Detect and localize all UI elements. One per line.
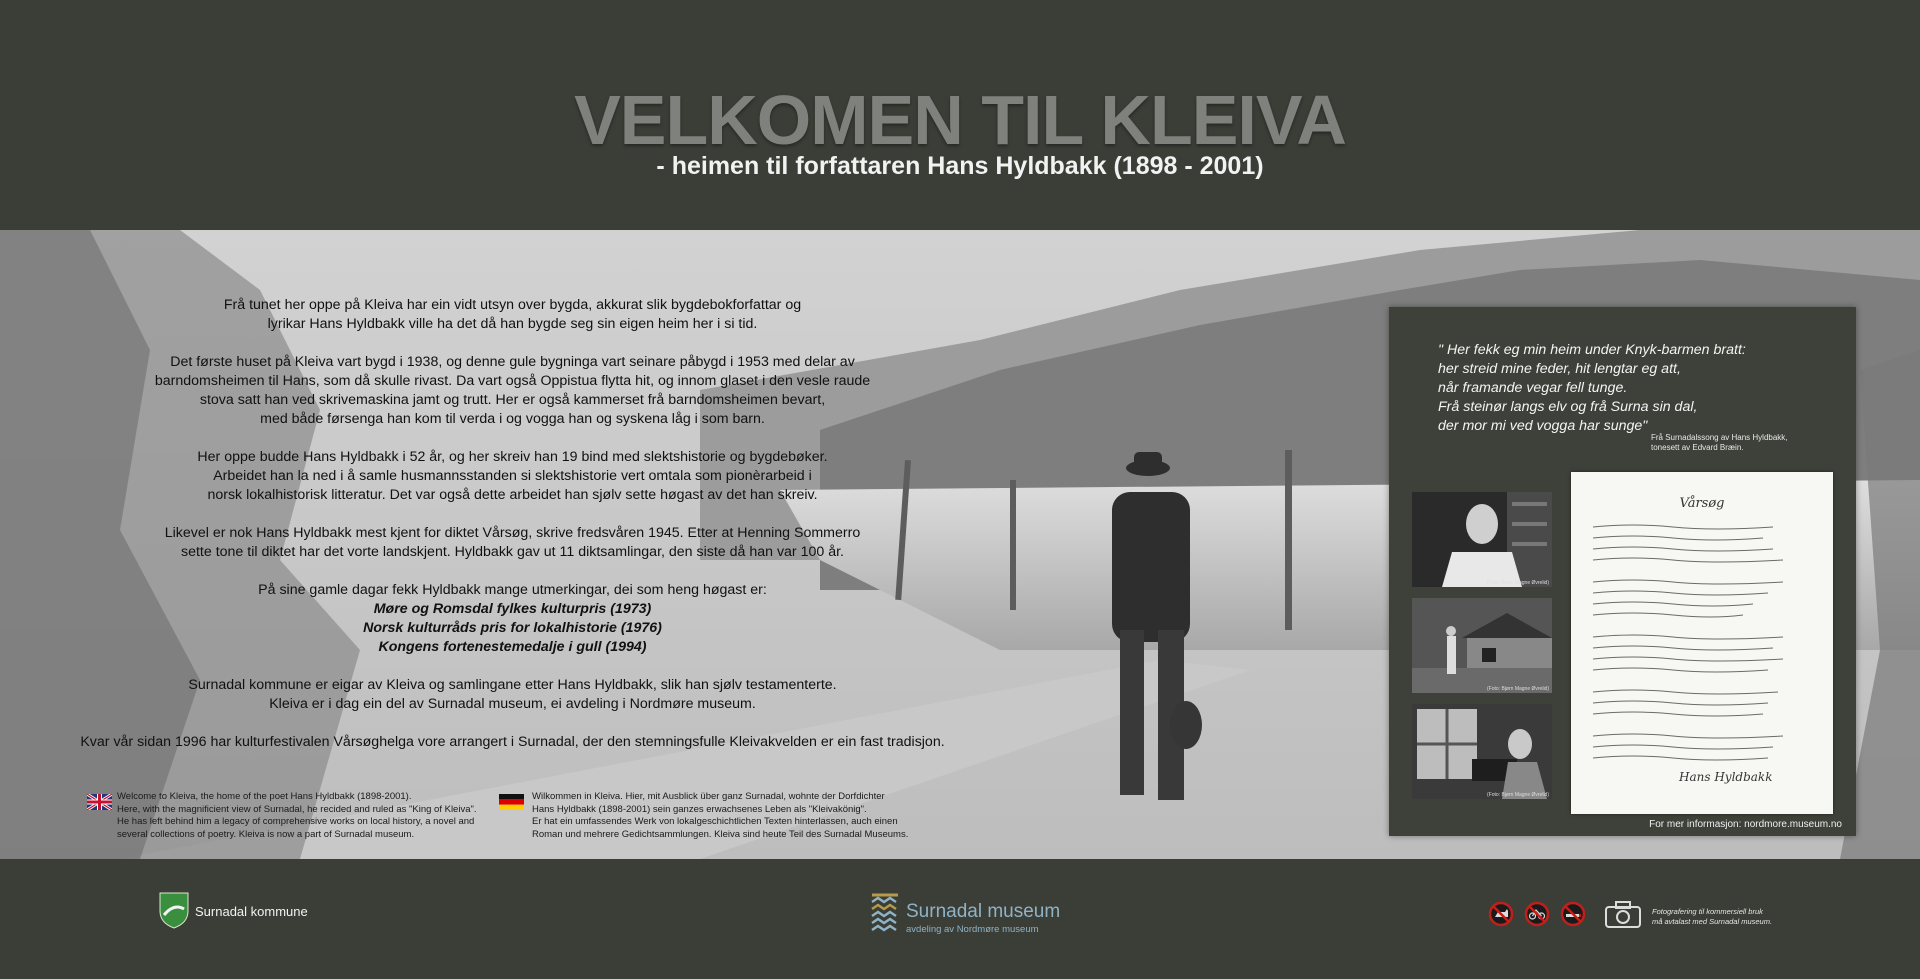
award-item: Møre og Romsdal fylkes kulturpris (1973) (373, 601, 652, 617)
no-bicycles-icon (1524, 901, 1550, 927)
award-item: Kongens fortenestemedalje i gull (1994) (378, 639, 647, 655)
handwriting-lines (1571, 472, 1833, 814)
german-summary: Wilkommen in Kleiva. Hier, mit Ausblick über ganz Surnadal, wohnte der Dorfdichter Hans Hyldbakk (1898-2001) sein ganzes erwachsenes Leben als "Kleivakönig". Er hat ein umfassendes Werk von lokalgeschichtlichen Texten hinterlassen, auch einen Roman und mehrere Gedichtsammlungen. Kleiva sind heute Teil des Surnadal Museums. (532, 791, 909, 840)
german-flag-icon (499, 794, 524, 810)
photo-portrait: (Foto: Bjørn Magne Øvrelid) (1412, 492, 1552, 587)
english-summary: Welcome to Kleiva, the home of the poet Hans Hyldbakk (1898-2001). Here, with the magnificient view of Surnadal, he recided and ruled as "King of Kleiva". He has left behind him a legacy of comprehensive works on local history, a novel and several collections of poetry. Kleiva is now a part of Surnadal museum. (117, 791, 477, 840)
manuscript-title: Vårsøg (1679, 496, 1725, 511)
more-info-text: For mer informasjon: nordmore.museum.no (1649, 819, 1842, 830)
no-dogs-icon (1488, 901, 1514, 927)
poem-excerpt: " Her fekk eg min heim under Knyk-barmen bratt: her streid mine feder, hit lengtar eg att, når framande vegar fell tunge. Frå steinør langs elv og frå Surna sin dal, der mor mi ved vogga har sunge" (1438, 342, 1746, 434)
manuscript-signature: Hans Hyldbakk (1679, 770, 1773, 784)
kommune-name: Surnadal kommune (195, 904, 308, 919)
paragraph-house: Det første huset på Kleiva vart bygd i 1938, og denne gule bygninga vart seinare påbygd i 1953 med delar av barndomsheimen til Hans, som då skulle rivast. Da vart også Oppistua flytta hit, og innom glaset i den vesle raude stova satt han ved skrivemaskina jamt og trutt. Her er også kammerset frå barndomsheimen bevart, med både førsenga han kom til verda i og vogga han og syskena låg i som barn. (154, 354, 871, 427)
museum-subtitle: avdeling av Nordmøre museum (906, 924, 1039, 935)
footer (0, 859, 1920, 979)
main-text (40, 296, 985, 771)
surnadal-kommune-crest-icon (158, 891, 190, 929)
poem-credit: Frå Surnadalssong av Hans Hyldbakk, tonesett av Edvard Bræin. (1651, 433, 1788, 452)
manuscript-image (1571, 472, 1833, 814)
paragraph-history: Her oppe budde Hans Hyldbakk i 52 år, og her skreiv han 19 bind med slektshistorie og bygdebøker. Arbeidet han la ned i å samle husmannsstanden si slektshistorie vert omtala som pionèrarbeid i norsk lokalhistorisk litteratur. Det var også dette arbeidet han sjølv sette høgast av det han skreiv. (197, 449, 828, 503)
paragraph-awards: På sine gamle dagar fekk Hyldbakk mange utmerkingar, dei som heng høgast er: Møre og Romsdal fylkes kulturpris (1973) Norsk kulturråds pris for lokalhistorie (1976) Kongens fortenestemedalje i gull (1994) (40, 581, 985, 657)
header (0, 0, 1920, 230)
photo-house: (Foto: Bjørn Magne Øvrelid) (1412, 598, 1552, 693)
paragraph-intro: Frå tunet her oppe på Kleiva har ein vidt utsyn over bygda, akkurat slik bygdebokforfattar og lyrikar Hans Hyldbakk ville ha det då han bygde seg sin eigen heim her i si tid. (223, 297, 802, 332)
paragraph-festival: Kvar vår sidan 1996 har kulturfestivalen Vårsøghelga vore arrangert i Surnadal, der den stemningsfulle Kleivakvelden er ein fast tradisjon. (80, 734, 945, 750)
background-photo (0, 230, 1920, 859)
paragraph-poem: Likevel er nok Hans Hyldbakk mest kjent for diktet Vårsøg, skrive fredsvåren 1945. Etter at Henning Sommerro sette tone til diktet har det vorte landskjent. Hyldbakk gav ut 11 diktsamlingar, den siste då han var 100 år. (164, 525, 861, 560)
photo-note: Fotografering til kommersiell bruk må avtalast med Surnadal museum. (1652, 907, 1773, 926)
photo-typewriter: (Foto: Bjørn Magne Øvrelid) (1412, 704, 1552, 799)
uk-flag-icon (87, 794, 112, 810)
museum-name: Surnadal museum (906, 901, 1061, 922)
surnadal-museum-logo-icon (870, 889, 900, 935)
award-item: Norsk kulturråds pris for lokalhistorie (1976) (363, 620, 662, 636)
page-title: VELKOMEN TIL KLEIVA (574, 81, 1346, 159)
page-subtitle: - heimen til forfattaren Hans Hyldbakk (1898 - 2001) (656, 152, 1264, 180)
no-smoking-icon (1560, 901, 1586, 927)
info-panel (1389, 307, 1856, 836)
paragraph-ownership: Surnadal kommune er eigar av Kleiva og samlingane etter Hans Hyldbakk, slik han sjølv testamenterte. Kleiva er i dag ein del av Surnadal museum, ei avdeling i Nordmøre museum. (188, 677, 837, 712)
camera-icon (1604, 899, 1642, 929)
